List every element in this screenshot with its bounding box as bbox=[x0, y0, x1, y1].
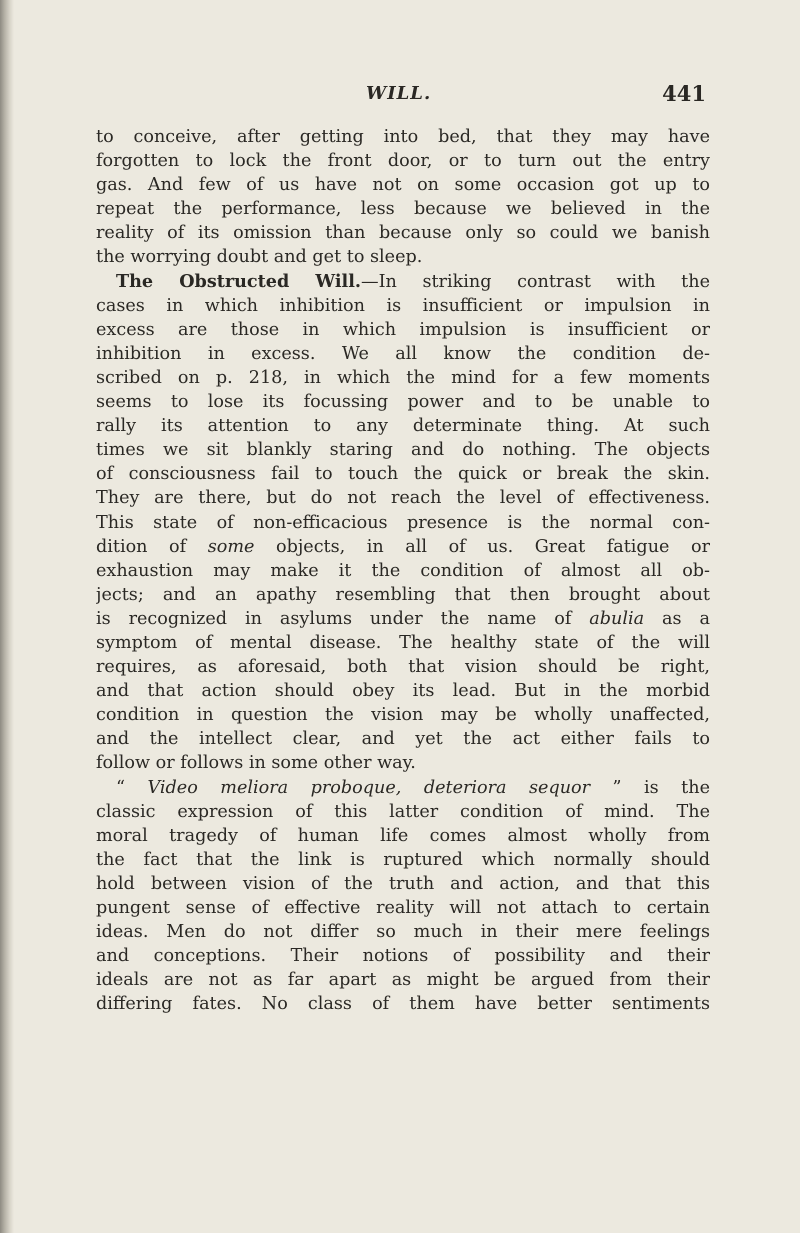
text-line: seems to lose its focussing power and to be unable to bbox=[96, 392, 710, 413]
text-line: This state of non-efficacious presence is the normal con- bbox=[96, 512, 710, 533]
text-line: They are there, but do not reach the level of effectiveness. bbox=[96, 488, 710, 509]
page-binding-edge bbox=[0, 0, 14, 1233]
text-line: the fact that the link is ruptured which normally should bbox=[96, 849, 710, 870]
emphasis: some bbox=[207, 536, 255, 557]
text-line: the worrying doubt and get to sleep. bbox=[96, 247, 423, 268]
text-line: and conceptions. Their notions of possibility and their bbox=[96, 946, 710, 967]
text-line: condition in question the vision may be wholly unaffected, bbox=[96, 705, 710, 726]
text-line: cases in which inhibition is insufficient or impulsion in bbox=[96, 295, 710, 316]
text-line: repeat the performance, less because we believed in the bbox=[96, 199, 710, 220]
text-line: dition of some objects, in all of us. Great fatigue or bbox=[96, 536, 710, 557]
text-line: forgotten to lock the front door, or to turn out the entry bbox=[96, 151, 710, 172]
text-line: classic expression of this latter condition of mind. The bbox=[96, 801, 710, 822]
text-line: hold between vision of the truth and action, and that this bbox=[96, 873, 710, 894]
text-line: rally its attention to any determinate thing. At such bbox=[96, 416, 710, 437]
running-head-title: WILL. bbox=[366, 83, 432, 104]
text-line: follow or follows in some other way. bbox=[96, 753, 416, 774]
text-line: pungent sense of effective reality will not attach to certain bbox=[96, 898, 710, 918]
quotation-line: “ Video meliora proboque, deteriora sequor ” is the bbox=[116, 777, 710, 798]
section-heading-line: The Obstructed Will.—In striking contrast with the bbox=[116, 270, 710, 292]
text-line: ideas. Men do not differ so much in their mere feelings bbox=[96, 922, 710, 943]
text-line: times we sit blankly staring and do nothing. The objects bbox=[96, 440, 710, 461]
text-line: scribed on p. 218, in which the mind for a few moments bbox=[96, 367, 710, 388]
text-line: exhaustion may make it the condition of almost all ob- bbox=[96, 560, 710, 581]
text-line: differing fates. No class of them have better sentiments bbox=[96, 994, 710, 1015]
text-line: of consciousness fail to touch the quick or break the skin. bbox=[96, 464, 710, 485]
text-line: symptom of mental disease. The healthy state of the will bbox=[96, 632, 710, 653]
emphasis: abulia bbox=[589, 608, 645, 629]
running-head bbox=[96, 83, 706, 113]
text-line: inhibition in excess. We all know the condition de- bbox=[96, 343, 710, 364]
text-line: excess are those in which impulsion is insufficient or bbox=[96, 319, 710, 340]
text-line: to conceive, after getting into bed, that they may have bbox=[96, 127, 710, 147]
text-line: requires, as aforesaid, both that vision should be right, bbox=[96, 657, 710, 678]
text-line: reality of its omission than because only so could we banish bbox=[96, 223, 710, 244]
body-text bbox=[96, 125, 710, 1016]
text-line: is recognized in asylums under the name of abulia as a bbox=[96, 608, 710, 629]
text-line: and the intellect clear, and yet the act either fails to bbox=[96, 729, 710, 750]
text-line: jects; and an apathy resembling that then brought about bbox=[96, 584, 710, 605]
text-line: and that action should obey its lead. But in the morbid bbox=[96, 681, 710, 702]
page-number: 441 bbox=[662, 81, 706, 106]
text-line: ideals are not as far apart as might be argued from their bbox=[96, 970, 710, 991]
text-line: gas. And few of us have not on some occasion got up to bbox=[96, 175, 710, 196]
latin-quotation: Video meliora proboque, deteriora sequor bbox=[147, 777, 591, 798]
section-heading: The Obstructed Will. bbox=[116, 270, 361, 292]
text-line: moral tragedy of human life comes almost wholly from bbox=[96, 825, 710, 846]
